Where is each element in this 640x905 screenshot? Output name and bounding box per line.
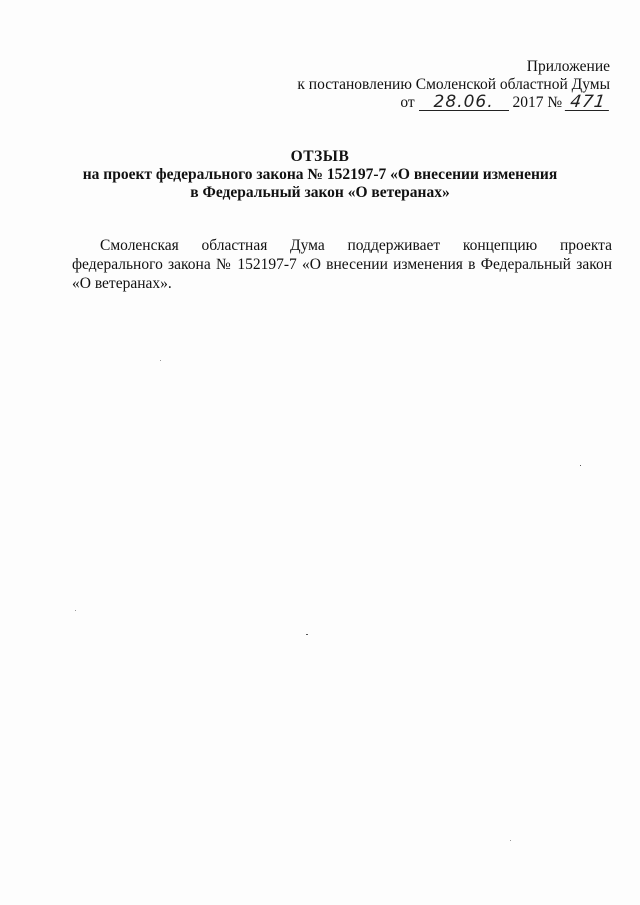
title-heading: ОТЗЫВ (290, 148, 350, 165)
scan-speck (75, 610, 76, 611)
appendix-resolution-ref: к постановлению Смоленской областной Думы (297, 76, 610, 93)
handwritten-date: 28.06. (419, 94, 509, 111)
scan-speck (306, 634, 308, 635)
appendix-label: Приложение (526, 58, 610, 75)
appendix-date-line (297, 94, 610, 112)
scan-speck (580, 465, 581, 466)
handwritten-number: 471 (565, 94, 611, 111)
document-title (0, 148, 640, 202)
appendix-header (297, 58, 610, 112)
date-prefix: от (400, 94, 415, 111)
year-number-label: 2017 № (512, 94, 563, 111)
title-line-2: на проект федерального закона № 152197-7 «О внесении изменения (82, 166, 558, 183)
scan-speck (510, 840, 511, 841)
title-line-3: в Федеральный закон «О ветеранах» (190, 184, 450, 201)
scan-speck (160, 360, 161, 361)
body-paragraph: Смоленская областная Дума поддерживает концепцию проекта федерального закона № 152197-7 «О внесении изменения в Федеральный закон «О ветеранах». (72, 237, 612, 292)
